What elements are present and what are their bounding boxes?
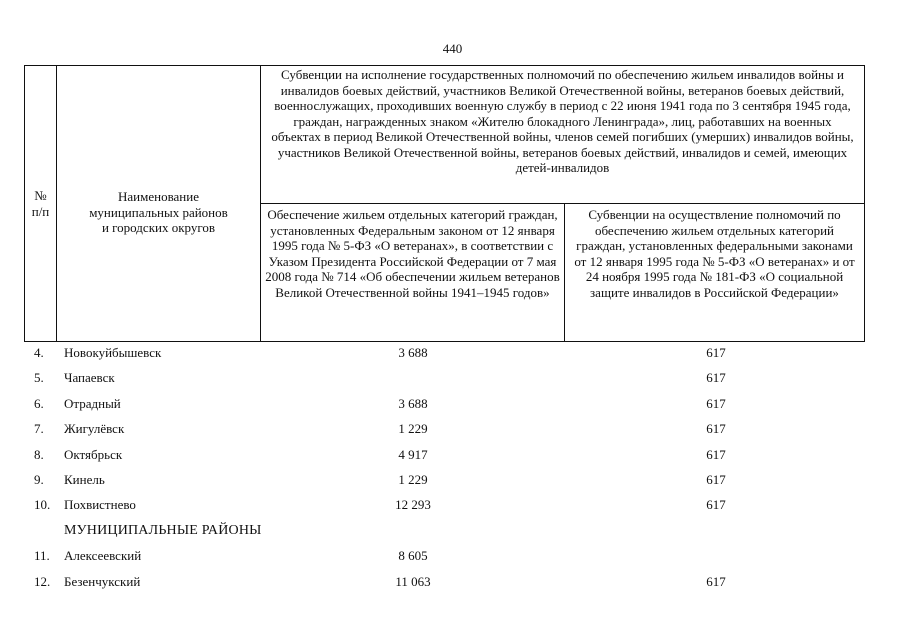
row-value-housing: 1 229: [398, 421, 428, 437]
header-number: № п/п: [25, 66, 57, 342]
table-row: [24, 495, 864, 520]
row-number: 8.: [34, 446, 44, 462]
row-value-subvention: 617: [706, 446, 726, 462]
page-number: 440: [442, 41, 463, 56]
row-number: 10.: [34, 497, 51, 513]
row-value-housing: 8 605: [398, 548, 428, 564]
table-row: [24, 546, 864, 571]
row-value-housing: 11 063: [395, 573, 431, 589]
row-value-subvention: 617: [706, 395, 726, 411]
header-main: Субвенции на исполнение государственных полномочий по обеспечению жильем инвалидов войны и инвалидов боевых действий, участников Великой Отечественной войны, ветеранов боевых действий, военнослужащих, проходивших военную службу в период с 22 июня 1941 года по 3 сентября 1945 года, граждан, награжденных знаком «Жителю блокадного Ленинграда», лиц, работавших на военных объектах в период Великой Отечественной войны, членов семей погибших (умерших) инвалидов войны, участников Великой Отечественной войны, ветеранов боевых действий, инвалидов и семей, имеющих детей-инвалидов: [261, 66, 865, 204]
table-row: [24, 419, 864, 444]
row-value-housing: 4 917: [398, 446, 428, 462]
row-name: Алексеевский: [64, 548, 142, 564]
row-value-housing: 3 688: [398, 345, 428, 360]
row-value-subvention: 617: [706, 471, 726, 487]
table-row: [24, 572, 864, 597]
row-value-subvention: 617: [706, 421, 726, 437]
row-name: Отрадный: [64, 395, 121, 411]
row-value-subvention: 617: [706, 573, 726, 589]
table-header: [24, 65, 865, 342]
row-name: Жигулёвск: [64, 421, 125, 437]
row-name: Кинель: [64, 471, 105, 487]
row-value-housing: 3 688: [398, 395, 428, 411]
row-number: 6.: [34, 395, 44, 411]
row-number: 4.: [34, 345, 44, 360]
header-name: Наименование муниципальных районов и городских округов: [57, 66, 261, 342]
row-name: Безенчукский: [64, 573, 141, 589]
table-row: [24, 470, 864, 495]
table-row: [24, 445, 864, 470]
row-number: 12.: [34, 573, 51, 589]
row-number: 9.: [34, 471, 44, 487]
section-heading: МУНИЦИПАЛЬНЫЕ РАЙОНЫ: [64, 522, 262, 538]
row-number: 7.: [34, 421, 44, 437]
section-heading-row: [24, 521, 864, 546]
header-sub-housing: Обеспечение жильем отдельных категорий граждан, установленных Федеральным законом от 12 января 1995 года № 5-ФЗ «О ветеранах», в соответствии с Указом Президента Российской Федерации от 7 мая 2008 года № 714 «Об обеспечении жильем ветеранов Великой Отечественной войны 1941–1945 годов»: [261, 204, 565, 342]
table-row: [24, 368, 864, 393]
row-name: Похвистнево: [64, 497, 136, 513]
row-number: 11.: [34, 548, 50, 564]
table-row: [24, 394, 864, 419]
row-name: Чапаевск: [64, 370, 115, 386]
row-value-subvention: 617: [706, 497, 726, 513]
header-sub-subventions: Субвенции на осуществление полномочий по обеспечению жильем отдельных категорий граждан, установленных федеральными законами от 12 января 1995 года № 5-ФЗ «О ветеранах» и от 24 ноября 1995 года № 181-ФЗ «О социальной защите инвалидов в Российской Федерации»: [565, 204, 865, 342]
row-value-subvention: 617: [706, 370, 726, 386]
row-value-subvention: 617: [706, 345, 726, 360]
row-name: Новокуйбышевск: [64, 345, 162, 360]
row-number: 5.: [34, 370, 44, 386]
row-name: Октябрьск: [64, 446, 123, 462]
table-row: [24, 343, 864, 368]
row-value-housing: 12 293: [395, 497, 431, 513]
table-body: [24, 343, 864, 597]
row-value-housing: 1 229: [398, 471, 428, 487]
